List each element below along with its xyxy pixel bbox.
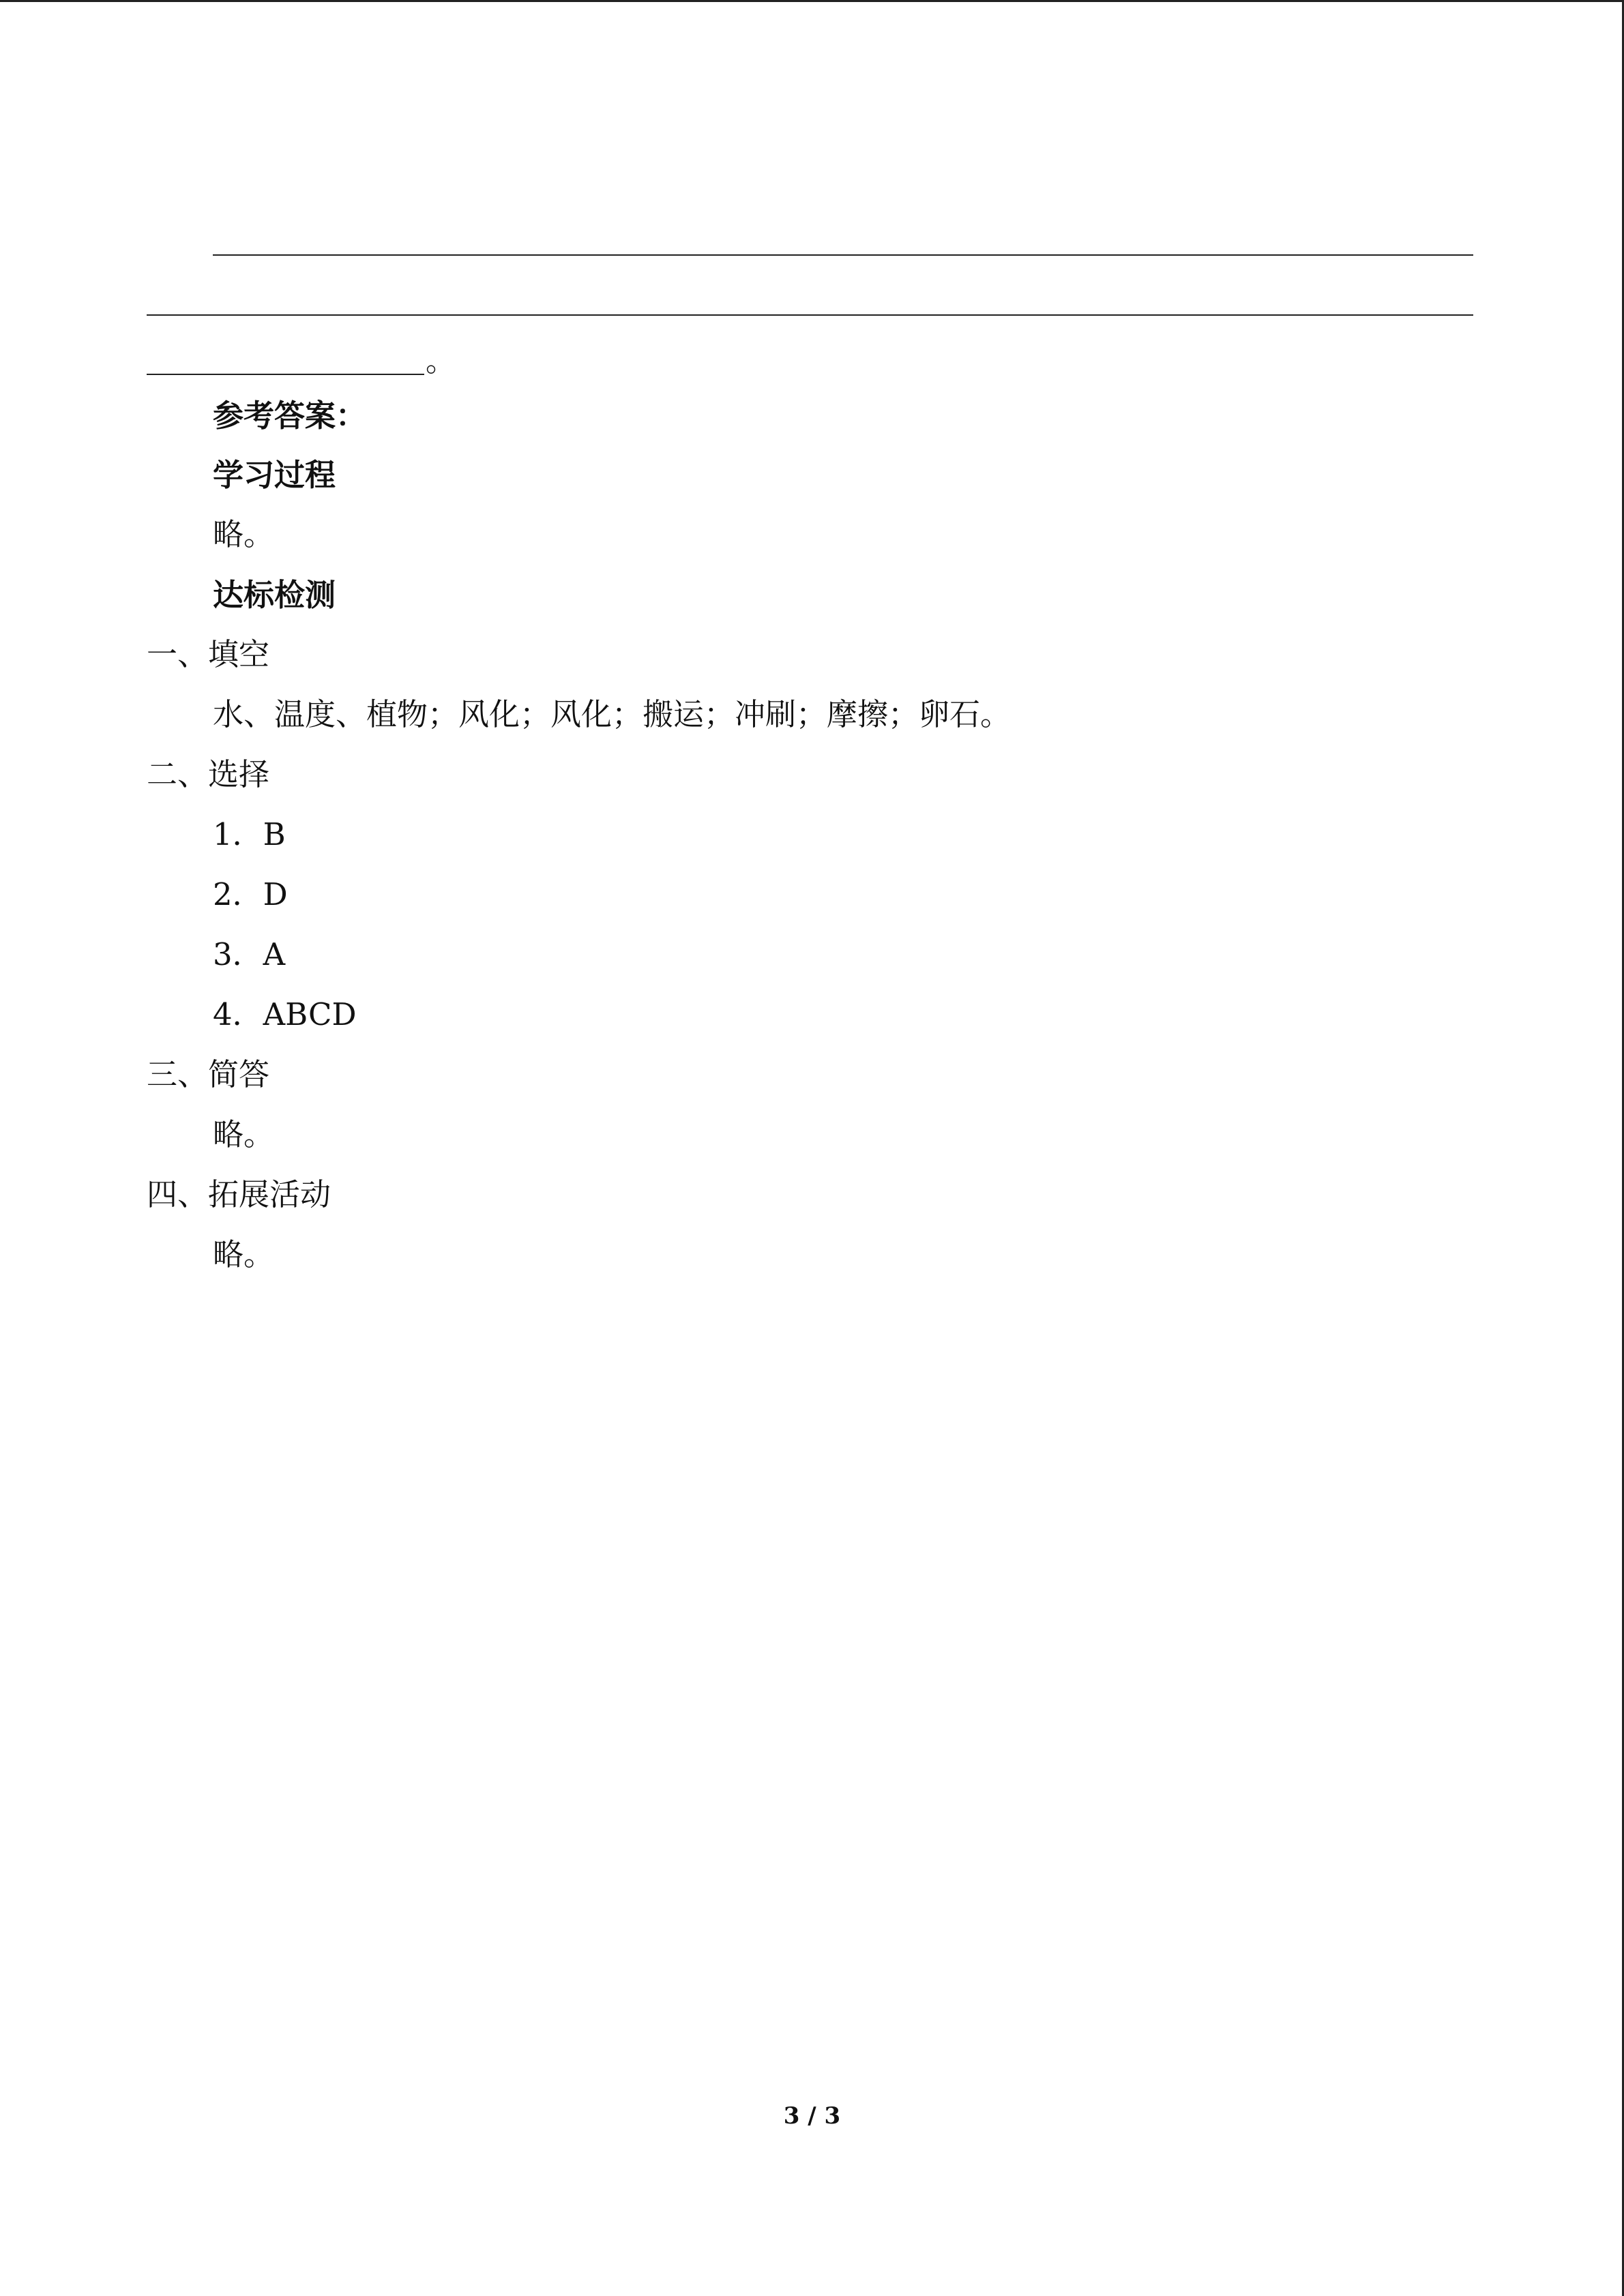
answer-blank-line-3 — [147, 374, 424, 375]
fill-blank-content: 水、温度、植物；风化；风化；搬运；冲刷；摩擦；卵石。 — [213, 696, 1012, 732]
choice-title: 二、选择 — [147, 756, 270, 792]
choice-item-1: 1．B — [213, 816, 286, 852]
extension-title: 四、拓展活动 — [147, 1176, 331, 1212]
page-number: 3 / 3 — [783, 2102, 841, 2130]
page-border-top — [0, 0, 1624, 2]
choice-item-2: 2．D — [213, 876, 288, 912]
choice-item-3: 3．A — [213, 936, 286, 972]
answer-blank-line-2 — [147, 314, 1473, 316]
assessment-title: 达标检测 — [213, 577, 336, 613]
learning-process-title: 学习过程 — [213, 457, 336, 493]
choice-item-4: 4．ABCD — [213, 996, 357, 1032]
short-answer-title: 三、简答 — [147, 1056, 270, 1092]
fill-blank-title: 一、填空 — [147, 636, 270, 672]
short-answer-content: 略。 — [213, 1116, 275, 1152]
answer-blank-period: 。 — [426, 344, 456, 378]
answers-heading: 参考答案： — [213, 398, 367, 434]
answer-blank-line-1 — [213, 254, 1473, 256]
extension-content: 略。 — [213, 1236, 275, 1272]
learning-process-content: 略。 — [213, 516, 275, 552]
